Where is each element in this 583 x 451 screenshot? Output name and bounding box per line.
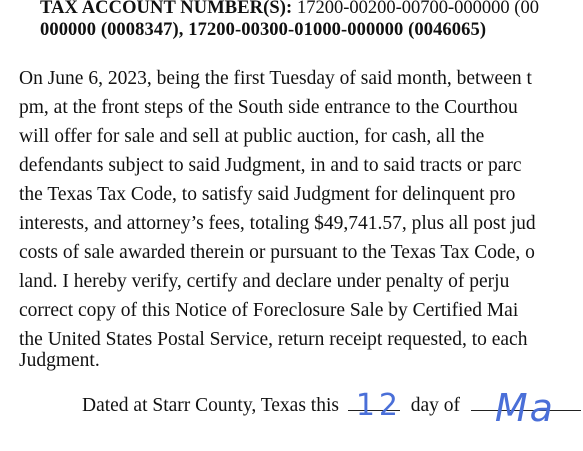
paragraph-line: On June 6, 2023, being the first Tuesday of said month, between t: [19, 68, 532, 89]
paragraph-line: Judgment.: [19, 350, 100, 371]
tax-account-value-1: 17200-00200-00700-000000 (00: [296, 0, 539, 18]
tax-account-value-2: 000000 (0008347), 17200-00300-01000-000000 (0046065): [40, 20, 487, 40]
paragraph-line: will offer for sale and sell at public auction, for cash, all the: [19, 126, 485, 147]
tax-account-label: TAX ACCOUNT NUMBER(S):: [40, 0, 293, 18]
paragraph-line: the United States Postal Service, return receipt requested, to each: [19, 329, 528, 350]
paragraph-line: costs of sale awarded therein or pursuant to the Texas Tax Code, o: [19, 242, 535, 263]
month-blank: [471, 386, 581, 430]
dated-middle: day of: [410, 395, 460, 416]
handwritten-month: Ma: [494, 386, 555, 430]
day-blank: [348, 388, 403, 423]
paragraph-line: pm, at the front steps of the South side entrance to the Courthou: [19, 97, 518, 118]
paragraph-line: the Texas Tax Code, to satisfy said Judgment for delinquent pro: [19, 184, 516, 205]
paragraph-line: land. I hereby verify, certify and declare under penalty of perju: [19, 271, 510, 292]
paragraph-line: defendants subject to said Judgment, in and to said tracts or parc: [19, 155, 522, 176]
tax-account-line-2: [40, 20, 486, 40]
dated-prefix: Dated at Starr County, Texas this: [82, 395, 339, 416]
paragraph-line: interests, and attorney’s fees, totaling $49,741.57, plus all post jud: [19, 213, 536, 234]
dated-line: [82, 386, 581, 430]
tax-account-line-1: [40, 0, 539, 18]
paragraph-line: correct copy of this Notice of Foreclosure Sale by Certified Mai: [19, 300, 519, 321]
handwritten-day: 12: [355, 388, 403, 423]
